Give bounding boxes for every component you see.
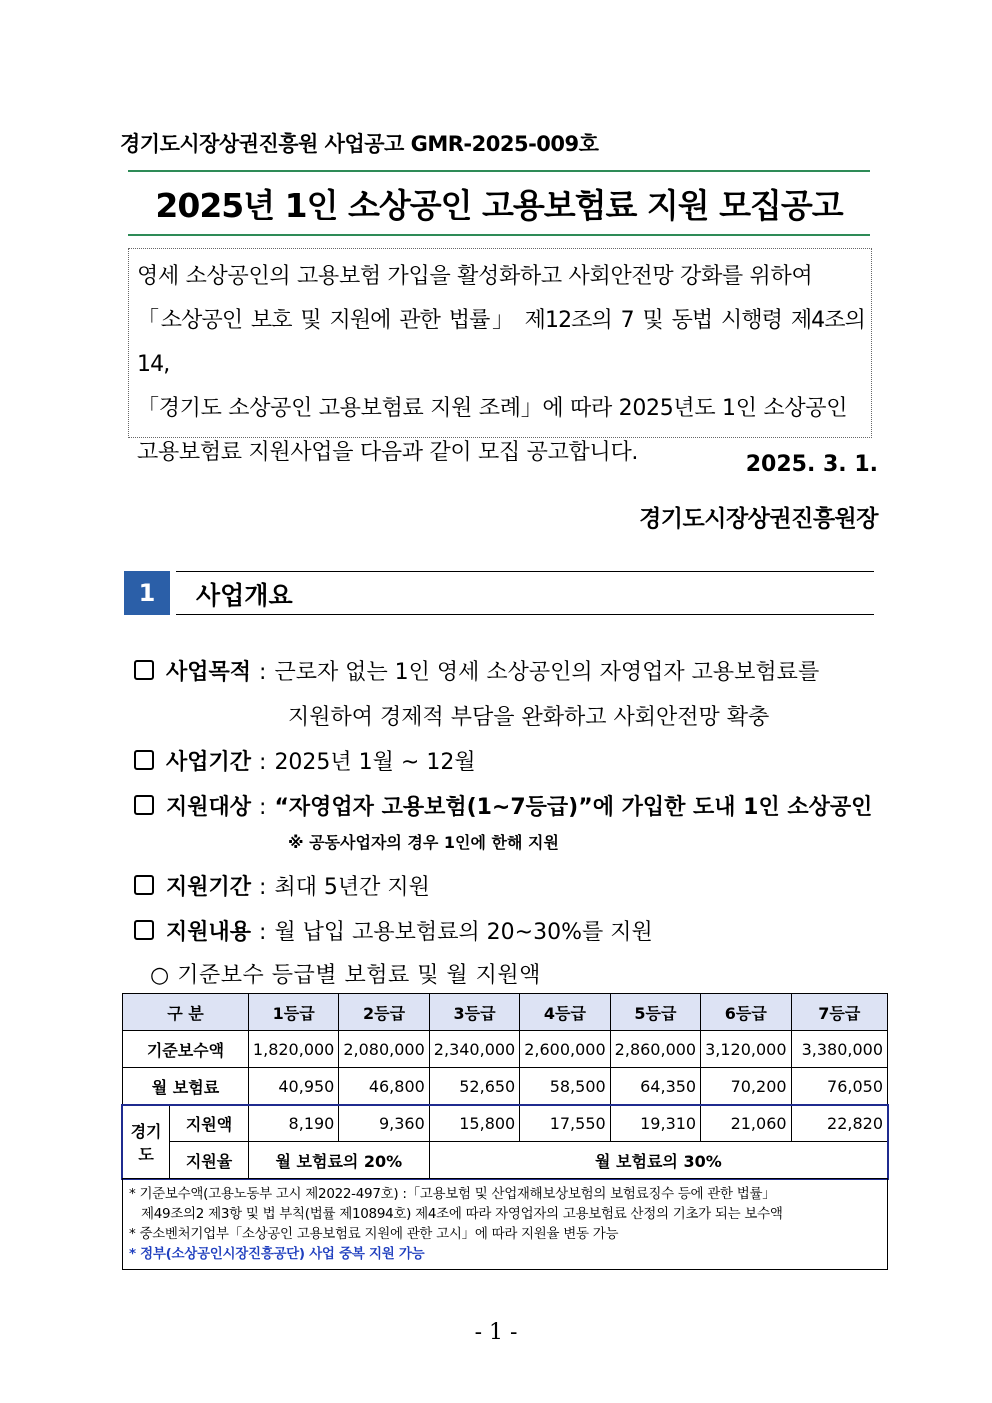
table-cell: 17,550 (520, 1105, 610, 1142)
row-label: 월 보험료 (123, 1068, 249, 1105)
title-box (128, 170, 870, 236)
table-cell: 15,800 (429, 1105, 519, 1142)
rate-cell: 월 보험료의 20% (248, 1142, 429, 1179)
table-cell: 19,310 (610, 1105, 700, 1142)
intro-line: 고용보험료 지원사업을 다음과 같이 모집 공고합니다. (137, 440, 639, 465)
note-line: * 기준보수액(고용노동부 고시 제2022-497호) :「고용보험 및 산업재해보상보험의 보험료징수 등에 관한 법률」 (129, 1186, 776, 1202)
page-number: - 1 - (474, 1320, 518, 1345)
table-cell: 70,200 (701, 1068, 791, 1105)
gyeonggi-label: 경기도 (123, 1105, 170, 1179)
table-cell: 40,950 (248, 1068, 338, 1105)
checkbox-icon (134, 920, 154, 940)
item-purpose: 사업목적 : 근로자 없는 1인 영세 소상공인의 자영업자 고용보험료를 (134, 655, 819, 686)
table-cell: 2,080,000 (339, 1031, 429, 1068)
table-cell: 46,800 (339, 1068, 429, 1105)
item-target-note: ※ 공동사업자의 경우 1인에 한해 지원 (288, 833, 559, 852)
table-cell: 9,360 (339, 1105, 429, 1142)
section-rule-top (176, 571, 874, 572)
table-cell: 21,060 (701, 1105, 791, 1142)
section-rule-bottom (176, 614, 874, 615)
table-cell: 76,050 (791, 1068, 887, 1105)
note-line: * 중소벤처기업부「소상공인 고용보험료 지원에 관한 고시」에 따라 지원율 변동 가능 (129, 1226, 619, 1242)
item-period: 사업기간 : 2025년 1월 ~ 12월 (134, 745, 476, 776)
premium-table (122, 993, 888, 1179)
item-content: 지원내용 : 월 납입 고용보험료의 20~30%를 지원 (134, 915, 653, 946)
checkbox-icon (134, 660, 154, 680)
item-purpose-cont: 지원하여 경제적 부담을 완화하고 사회안전망 확충 (288, 705, 770, 730)
grade-header: 2등급 (339, 994, 429, 1031)
item-target: 지원대상 : “자영업자 고용보험(1~7등급)”에 가입한 도내 1인 소상공인 (134, 790, 872, 821)
intro-line: 영세 소상공인의 고용보험 가입을 활성화하고 사회안전망 강화를 위하여 (137, 264, 813, 289)
table-cell: 58,500 (520, 1068, 610, 1105)
section-title: 사업개요 (196, 581, 293, 610)
item-duration: 지원기간 : 최대 5년간 지원 (134, 870, 430, 901)
row-label: 기준보수액 (123, 1031, 249, 1068)
grade-header: 7등급 (791, 994, 887, 1031)
table-row (123, 1068, 888, 1105)
checkbox-icon (134, 875, 154, 895)
table-cell: 2,860,000 (610, 1031, 700, 1068)
checkbox-icon (134, 795, 154, 815)
table-header-row (123, 994, 888, 1031)
table-row (123, 1031, 888, 1068)
note-line: 제49조의2 제3항 및 법 부칙(법률 제10894호) 제4조에 따라 자영업자의 고용보험료 산정의 기초가 되는 보수액 (141, 1206, 783, 1222)
row-label: 지원액 (170, 1105, 249, 1142)
checkbox-icon (134, 750, 154, 770)
note-line-highlight: * 정부(소상공인시장진흥공단) 사업 중복 지원 가능 (129, 1246, 425, 1262)
rate-cell: 월 보험료의 30% (429, 1142, 887, 1179)
table-corner: 구 분 (123, 994, 249, 1031)
row-label: 지원율 (170, 1142, 249, 1179)
table-cell: 8,190 (248, 1105, 338, 1142)
intro-line: 「경기도 소상공인 고용보험료 지원 조례」에 따라 2025년도 1인 소상공인 (137, 396, 848, 421)
table-cell: 52,650 (429, 1068, 519, 1105)
table-cell: 2,340,000 (429, 1031, 519, 1068)
table-cell: 22,820 (791, 1105, 887, 1142)
table-row (123, 1142, 888, 1179)
table-cell: 64,350 (610, 1068, 700, 1105)
intro-box (128, 248, 872, 465)
grade-header: 1등급 (248, 994, 338, 1031)
signer: 경기도시장상권진흥원장 (639, 506, 878, 532)
table-cell: 3,380,000 (791, 1031, 887, 1068)
grade-header: 4등급 (520, 994, 610, 1031)
table-cell: 2,600,000 (520, 1031, 610, 1068)
table-row (123, 1105, 888, 1142)
grade-header: 3등급 (429, 994, 519, 1031)
intro-line: 「소상공인 보호 및 지원에 관한 법률」 제12조의 7 및 동법 시행령 제4조의 14, (137, 308, 865, 377)
sub-heading: ○ 기준보수 등급별 보험료 및 월 지원액 (150, 963, 541, 988)
notice-number: 경기도시장상권진흥원 사업공고 GMR-2025-009호 (120, 132, 599, 156)
grade-header: 5등급 (610, 994, 700, 1031)
announcement-date: 2025. 3. 1. (745, 452, 878, 477)
table-cell: 3,120,000 (701, 1031, 791, 1068)
notes-box (122, 1178, 888, 1270)
page-title: 2025년 1인 소상공인 고용보험료 지원 모집공고 (155, 185, 843, 225)
section-number: 1 (124, 571, 170, 615)
table-cell: 1,820,000 (248, 1031, 338, 1068)
grade-header: 6등급 (701, 994, 791, 1031)
